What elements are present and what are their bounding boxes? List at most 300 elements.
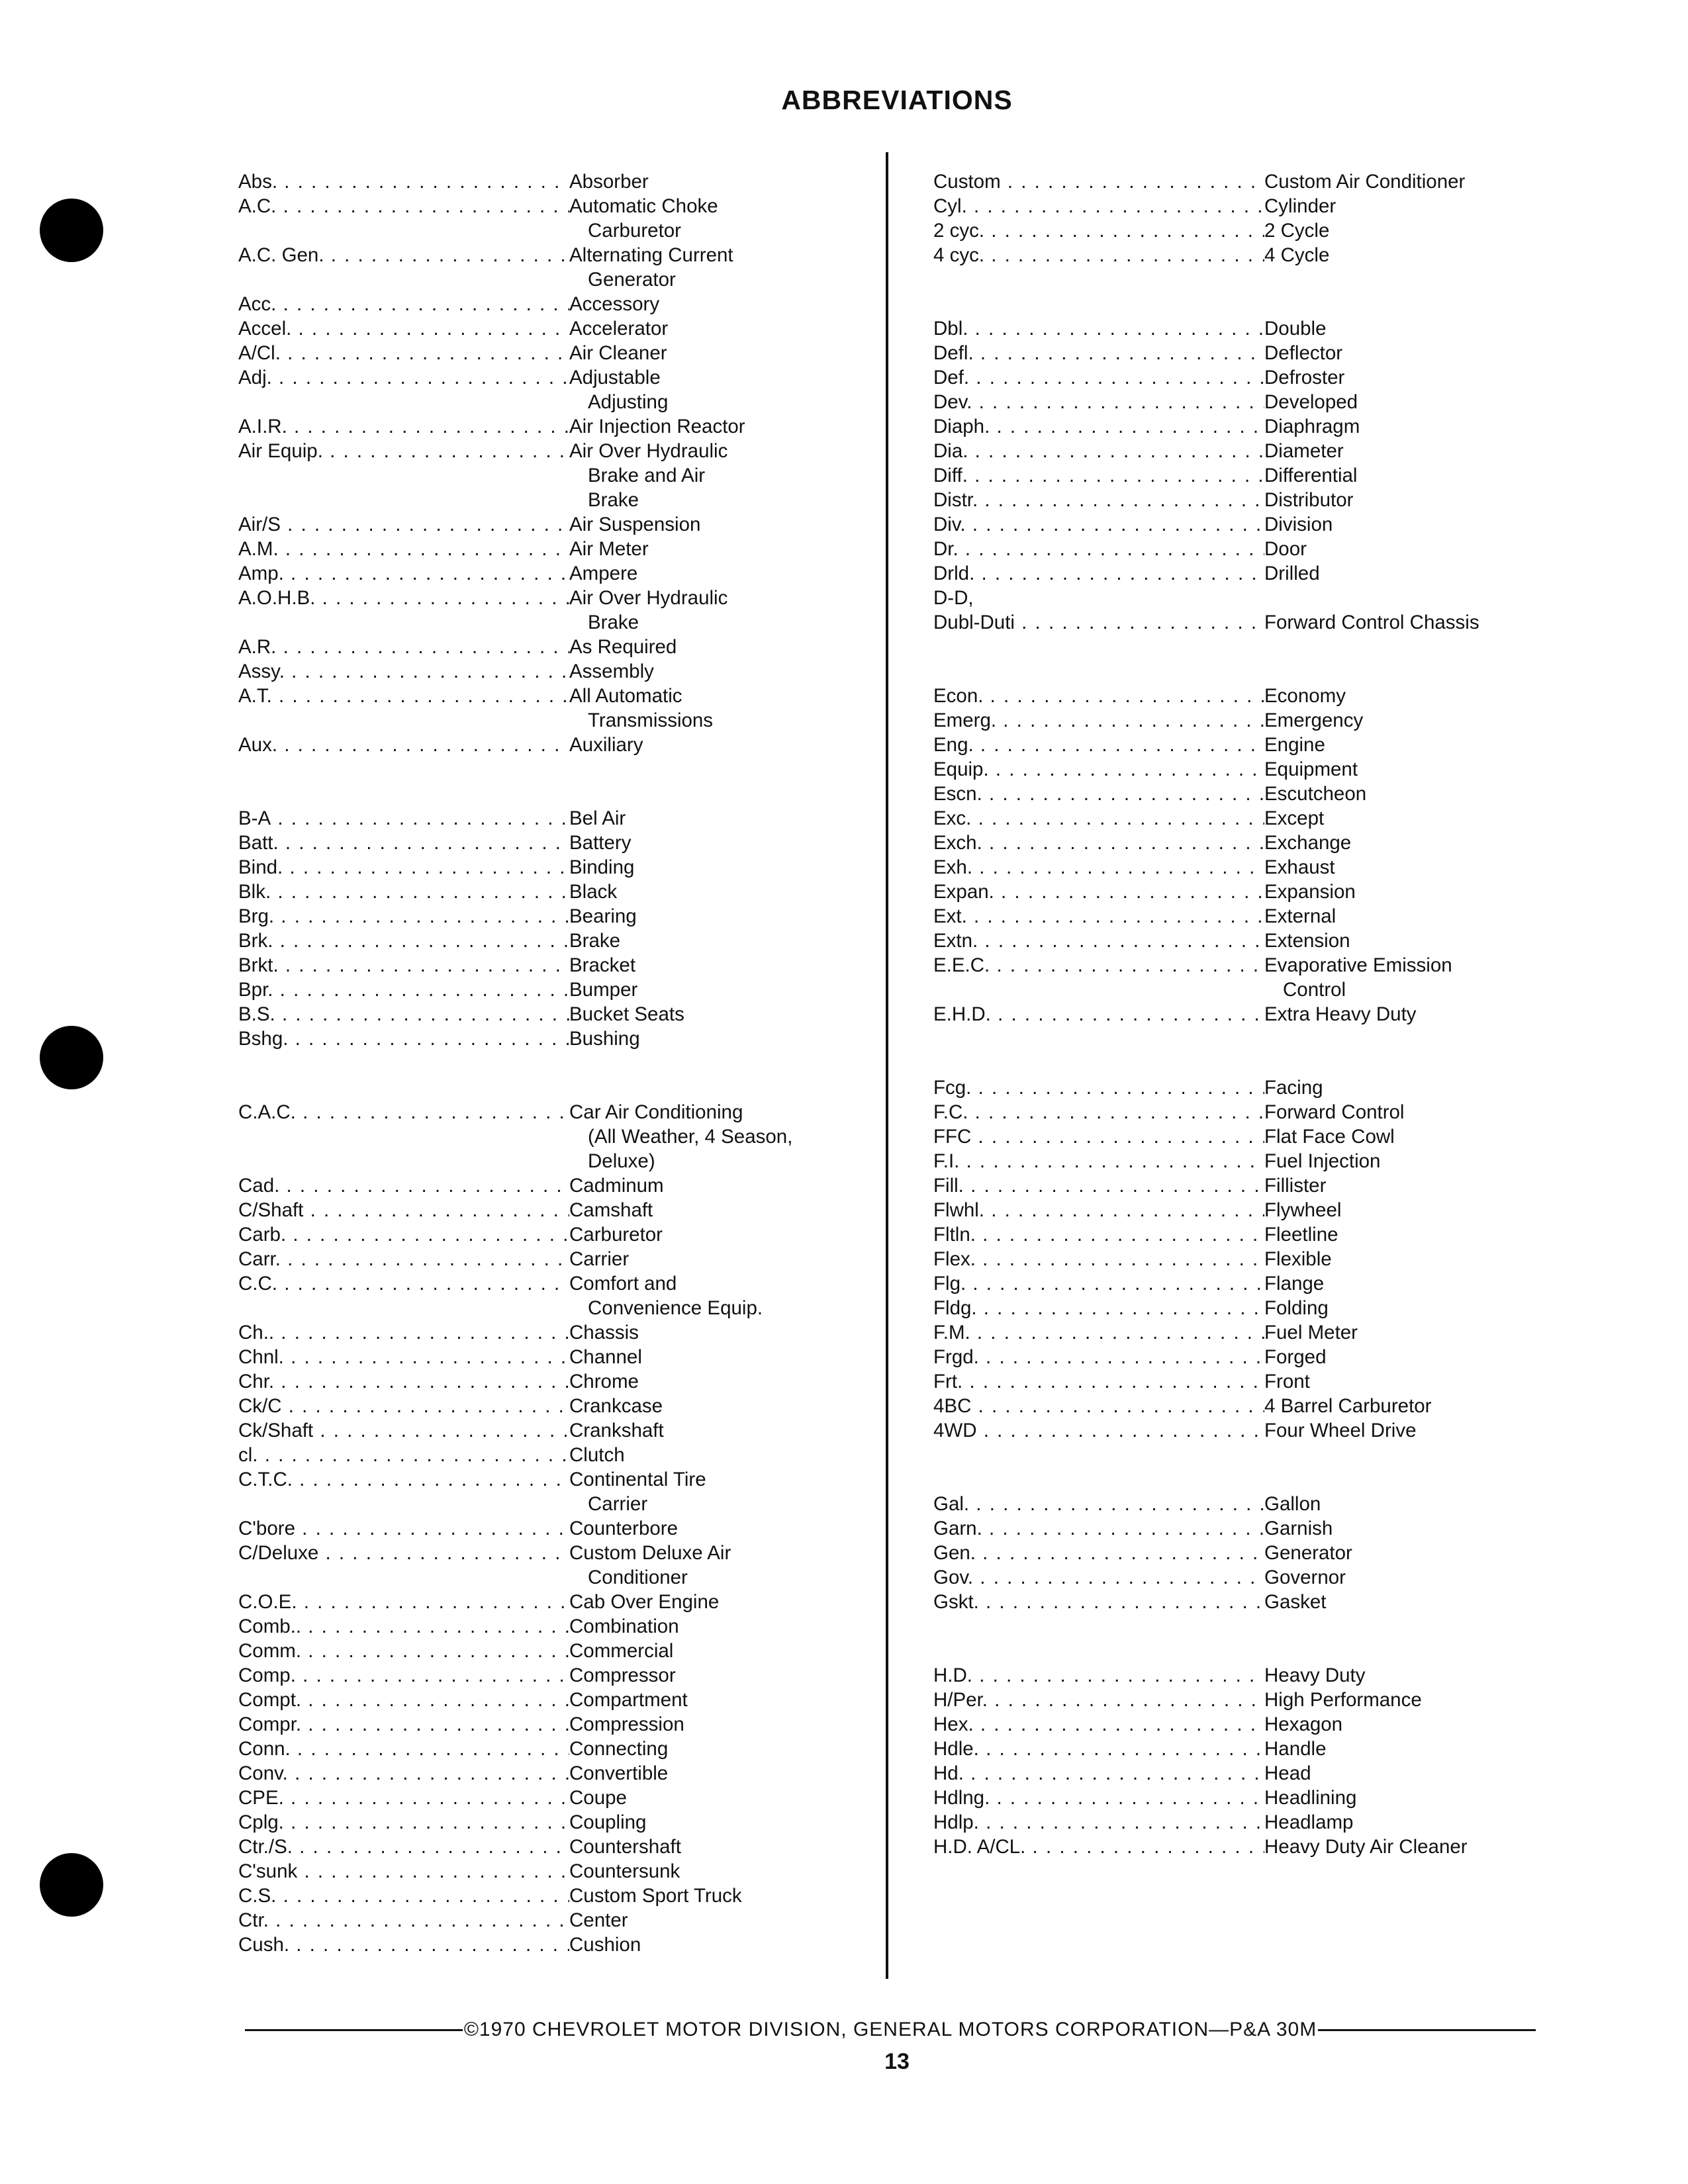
entry-line: [238, 1345, 834, 1369]
abbreviation: Aux. . . .: [238, 733, 569, 757]
definition: Defroster: [1264, 367, 1345, 388]
abbreviation-entry: [933, 414, 1529, 439]
column-divider: [886, 152, 888, 1979]
definition: Assembly: [569, 660, 654, 682]
entry-line: [238, 561, 834, 586]
abbreviation-entry: [933, 831, 1529, 855]
abbreviation-entry: [933, 1663, 1529, 1688]
definition: Deflector: [1264, 342, 1343, 364]
abbreviation-entry: [238, 1835, 834, 1859]
abbreviation-entry: [933, 1786, 1529, 1810]
abbreviation-entry: [238, 561, 834, 586]
copyright-text: ©1970 CHEVROLET MOTOR DIVISION, GENERAL MOTORS CORPORATION—P&A 30M: [463, 2019, 1317, 2040]
entry-line: [933, 708, 1529, 733]
abbreviation-entry: [238, 806, 834, 831]
group-spacer: [933, 1614, 1529, 1663]
abbreviation: Equip. . . .: [933, 757, 1264, 782]
abbreviation: A.T. . . .: [238, 684, 569, 708]
abbreviation-entry: [238, 169, 834, 194]
abbreviation: Carb. . . .: [238, 1222, 569, 1247]
abbreviation: Dbl. . . .: [933, 316, 1264, 341]
definition: Connecting: [569, 1738, 669, 1760]
abbreviation-entry: [933, 169, 1529, 194]
entry-line: [933, 610, 1529, 635]
abbreviation-entry: [238, 1222, 834, 1247]
abbreviation: C/Deluxe . . .: [238, 1541, 569, 1565]
definition: Engine: [1264, 734, 1325, 756]
abbreviation: Flwhl. . . .: [933, 1198, 1264, 1222]
definition: Forged: [1264, 1346, 1327, 1368]
entry-line: [238, 1100, 834, 1124]
abbreviation-entry: [238, 1712, 834, 1737]
entry-line: [238, 831, 834, 855]
abbreviation: Diff. . . .: [933, 463, 1264, 488]
definition: Convertible: [569, 1762, 669, 1784]
abbreviation: Flg. . . .: [933, 1271, 1264, 1296]
abbreviation: Bshg. . . .: [238, 1026, 569, 1051]
abbreviation-entry: [238, 1100, 834, 1173]
entry-line: [238, 1688, 834, 1712]
entry-line: [238, 1418, 834, 1443]
abbreviation: Ext. . . .: [933, 904, 1264, 929]
entry-line: [238, 537, 834, 561]
definition: Door: [1264, 538, 1307, 560]
definition: Brake: [569, 930, 621, 952]
definition: Bumper: [569, 979, 638, 1001]
entry-line: [933, 1835, 1529, 1859]
definition: Cab Over Engine: [569, 1591, 720, 1613]
abbreviation-entry: [238, 1247, 834, 1271]
abbreviation: C.S. . . .: [238, 1884, 569, 1908]
abbreviation-entry: [238, 439, 834, 512]
entry-line: [933, 1516, 1529, 1541]
abbreviation: H.D. A/CL. . . .: [933, 1835, 1264, 1859]
definition: Garnish: [1264, 1518, 1333, 1539]
definition: Fuel Meter: [1264, 1322, 1358, 1343]
abbreviation: F.M. . . .: [933, 1320, 1264, 1345]
entry-line: [933, 316, 1529, 341]
entry-line: [238, 1835, 834, 1859]
abbreviation: Fill. . . .: [933, 1173, 1264, 1198]
entry-line: [238, 978, 834, 1002]
entry-line: [933, 414, 1529, 439]
abbreviation-entry: [933, 341, 1529, 365]
definition: Exhaust: [1264, 856, 1335, 878]
abbreviation-entry: [238, 316, 834, 341]
entry-line: [933, 1590, 1529, 1614]
entry-line: [933, 953, 1529, 978]
entry-line: [238, 1761, 834, 1786]
abbreviation: Eng. . . .: [933, 733, 1264, 757]
definition: Front: [1264, 1371, 1310, 1392]
abbreviation-entry: [238, 292, 834, 316]
abbreviation: C.A.C. . . .: [238, 1100, 569, 1124]
abbreviation: Cplg. . . .: [238, 1810, 569, 1835]
abbreviation: F.C. . . .: [933, 1100, 1264, 1124]
abbreviation: Ctr./S. . . .: [238, 1835, 569, 1859]
definition: Air Over Hydraulic: [569, 587, 728, 609]
abbreviation-entry: [933, 1516, 1529, 1541]
definition-continuation: (All Weather, 4 Season,: [588, 1126, 793, 1148]
definition: Alternating Current: [569, 244, 733, 266]
abbreviation: Accel. . . .: [238, 316, 569, 341]
entry-line: [933, 390, 1529, 414]
definition: External: [1264, 905, 1336, 927]
entry-line: [238, 855, 834, 880]
abbreviation: Escn. . . .: [933, 782, 1264, 806]
entry-line: [933, 782, 1529, 806]
definition: Binding: [569, 856, 635, 878]
entry-line: [238, 635, 834, 659]
abbreviation-entry: [238, 1198, 834, 1222]
entry-line: [238, 659, 834, 684]
definition: Compressor: [569, 1664, 676, 1686]
entry-line: [238, 1516, 834, 1541]
definition: Countersunk: [569, 1860, 680, 1882]
definition: Evaporative Emission: [1264, 954, 1452, 976]
abbreviation: Fcg. . . .: [933, 1075, 1264, 1100]
definition: Flange: [1264, 1273, 1325, 1295]
abbreviation: Comb.. . . .: [238, 1614, 569, 1639]
definition: Accelerator: [569, 318, 669, 340]
definition: Folding: [1264, 1297, 1329, 1319]
entry-line: [933, 1271, 1529, 1296]
definition: Custom Deluxe Air: [569, 1542, 731, 1564]
entry-line: [238, 1002, 834, 1026]
definition: As Required: [569, 636, 677, 658]
entry-line: [933, 1124, 1529, 1149]
abbreviation: A.M. . . .: [238, 537, 569, 561]
definition: Hexagon: [1264, 1713, 1343, 1735]
entry-line: [238, 929, 834, 953]
footer-rule-left: [245, 2029, 463, 2031]
abbreviation-entry: [238, 1173, 834, 1198]
abbreviation-entry: [933, 1320, 1529, 1345]
abbreviation: Batt. . . .: [238, 831, 569, 855]
entry-line: [933, 1100, 1529, 1124]
abbreviation: C/Shaft . . .: [238, 1198, 569, 1222]
abbreviation-entry: [238, 855, 834, 880]
abbreviation-entry: [238, 635, 834, 659]
abbreviation: Hdlp. . . .: [933, 1810, 1264, 1835]
entry-line: [238, 1933, 834, 1957]
abbreviation: Distr. . . .: [933, 488, 1264, 512]
definition: Flat Face Cowl: [1264, 1126, 1395, 1148]
abbreviation: Chnl. . . .: [238, 1345, 569, 1369]
abbreviation-entry: [933, 1222, 1529, 1247]
abbreviation: 4BC . . .: [933, 1394, 1264, 1418]
abbreviation: C.T.C. . . .: [238, 1467, 569, 1492]
binder-hole-top: [40, 199, 103, 262]
definition: Fleetline: [1264, 1224, 1338, 1246]
abbreviation: A.O.H.B. . . .: [238, 586, 569, 610]
abbreviation: Garn. . . .: [933, 1516, 1264, 1541]
abbreviation-entry: [238, 512, 834, 537]
abbreviation-entry: [238, 880, 834, 904]
page-title: ABBREVIATIONS: [781, 85, 1013, 115]
abbreviation: Chr. . . .: [238, 1369, 569, 1394]
abbreviation: Conn. . . .: [238, 1737, 569, 1761]
abbreviation-entry: [238, 831, 834, 855]
entry-line: [238, 586, 834, 610]
abbreviation: FFC . . .: [933, 1124, 1264, 1149]
abbreviation: Exch. . . .: [933, 831, 1264, 855]
definition: Differential: [1264, 465, 1358, 486]
definition: Air Suspension: [569, 514, 701, 535]
definition: Air Injection Reactor: [569, 416, 745, 437]
abbreviation: Fltln. . . .: [933, 1222, 1264, 1247]
abbreviation-entry: [238, 1786, 834, 1810]
entry-line: [933, 1149, 1529, 1173]
entry-line: [933, 463, 1529, 488]
abbreviation: Diaph. . . .: [933, 414, 1264, 439]
abbreviation: cl. . . .: [238, 1443, 569, 1467]
definition-continuation: Conditioner: [588, 1567, 688, 1588]
definition-continuation: Convenience Equip.: [588, 1297, 763, 1319]
abbreviation: Div. . . .: [933, 512, 1264, 537]
abbreviation: 4 cyc. . . .: [933, 243, 1264, 267]
entry-line: [933, 855, 1529, 880]
abbreviation-entry: [933, 586, 1529, 610]
abbreviation-entry: [933, 390, 1529, 414]
abbreviation-entry: [933, 1394, 1529, 1418]
definition: Emergency: [1264, 709, 1364, 731]
definition-continuation: Adjusting: [588, 391, 669, 413]
entry-line: [933, 1810, 1529, 1835]
abbreviation: Gskt. . . .: [933, 1590, 1264, 1614]
group-spacer: [933, 1026, 1529, 1075]
abbreviation: Compr. . . .: [238, 1712, 569, 1737]
entry-line: [933, 684, 1529, 708]
definition: Absorber: [569, 171, 649, 193]
definition: Cushion: [569, 1934, 641, 1956]
abbreviation: Ctr. . . .: [238, 1908, 569, 1933]
definition: Governor: [1264, 1567, 1346, 1588]
abbreviation: Flex. . . .: [933, 1247, 1264, 1271]
abbreviation: Frt. . . .: [933, 1369, 1264, 1394]
abbreviation: Exh. . . .: [933, 855, 1264, 880]
definition: Headlamp: [1264, 1811, 1354, 1833]
entry-line: [933, 512, 1529, 537]
abbreviation-entry: [238, 1884, 834, 1908]
abbreviation-entry: [933, 218, 1529, 243]
entry-line: [933, 1418, 1529, 1443]
abbreviation: E.E.C. . . .: [933, 953, 1264, 978]
definition: Coupling: [569, 1811, 647, 1833]
abbreviation-entry: [238, 684, 834, 733]
abbreviation-entry: [933, 1124, 1529, 1149]
entry-line: [933, 1222, 1529, 1247]
abbreviation: Exc. . . .: [933, 806, 1264, 831]
definition: Diaphragm: [1264, 416, 1360, 437]
definition: Gasket: [1264, 1591, 1327, 1613]
entry-line: [238, 1247, 834, 1271]
abbreviation: C.C. . . .: [238, 1271, 569, 1296]
abbreviation: Frgd. . . .: [933, 1345, 1264, 1369]
group-spacer: [933, 1443, 1529, 1492]
abbreviation: CPE. . . .: [238, 1786, 569, 1810]
definition: Bearing: [569, 905, 637, 927]
entry-line: [238, 1786, 834, 1810]
abbreviation-entry: [933, 537, 1529, 561]
entry-line: [238, 169, 834, 194]
abbreviation-entry: [238, 1369, 834, 1394]
definition: Forward Control: [1264, 1101, 1405, 1123]
abbreviation: Ck/Shaft . . .: [238, 1418, 569, 1443]
definition: Bracket: [569, 954, 636, 976]
abbreviation-entry: [933, 929, 1529, 953]
group-spacer: [238, 1051, 834, 1100]
definition: Bushing: [569, 1028, 640, 1050]
abbreviation-entry: [238, 1516, 834, 1541]
abbreviation-entry: [238, 1590, 834, 1614]
definition: Crankshaft: [569, 1420, 664, 1441]
abbreviation-entry: [933, 1737, 1529, 1761]
abbreviation: H.D. . . .: [933, 1663, 1264, 1688]
abbreviation: Hdlng. . . .: [933, 1786, 1264, 1810]
abbreviation-entry: [933, 1835, 1529, 1859]
abbreviation: Drld. . . .: [933, 561, 1264, 586]
abbreviation: Abs. . . .: [238, 169, 569, 194]
entry-line: [933, 733, 1529, 757]
definition: Double: [1264, 318, 1327, 340]
abbreviation-entry: [238, 414, 834, 439]
definition: Commercial: [569, 1640, 674, 1662]
definition: Headlining: [1264, 1787, 1357, 1809]
entry-line: [238, 1859, 834, 1884]
definition: Automatic Choke: [569, 195, 718, 217]
abbreviation: Assy. . . .: [238, 659, 569, 684]
definition-continuation: Generator: [588, 269, 676, 291]
abbreviation-entry: [238, 1859, 834, 1884]
definition: Compression: [569, 1713, 684, 1735]
abbreviation: Conv. . . .: [238, 1761, 569, 1786]
definition: Diameter: [1264, 440, 1344, 462]
abbreviation: A.C. . . .: [238, 194, 569, 218]
definition: Ampere: [569, 563, 638, 584]
definition-continuation: Transmissions: [588, 709, 714, 731]
abbreviation: Cad. . . .: [238, 1173, 569, 1198]
abbreviation: Gov. . . .: [933, 1565, 1264, 1590]
abbreviation: Amp. . . .: [238, 561, 569, 586]
abbreviation-entry: [933, 463, 1529, 488]
entry-line: [238, 1369, 834, 1394]
abbreviation-entry: [238, 1002, 834, 1026]
entry-line: [238, 1198, 834, 1222]
definition: Channel: [569, 1346, 642, 1368]
abbreviation: 2 cyc. . . .: [933, 218, 1264, 243]
definition-continuation: Brake and Air: [588, 465, 706, 486]
definition: Custom Air Conditioner: [1264, 171, 1466, 193]
entry-line: [238, 1908, 834, 1933]
definition: Except: [1264, 807, 1325, 829]
entry-line: [238, 684, 834, 708]
abbreviation-entry: [933, 757, 1529, 782]
entry-line: [933, 341, 1529, 365]
definition: Combination: [569, 1615, 679, 1637]
entry-line: [238, 1712, 834, 1737]
abbreviation: F.I. . . .: [933, 1149, 1264, 1173]
abbreviation-entry: [933, 1810, 1529, 1835]
abbreviation-entry: [933, 561, 1529, 586]
definition: Car Air Conditioning: [569, 1101, 743, 1123]
abbreviation-entry: [933, 1247, 1529, 1271]
definition: Cadminum: [569, 1175, 664, 1197]
group-spacer: [933, 635, 1529, 684]
abbreviation-entry: [238, 1345, 834, 1369]
abbreviation-entry: [933, 904, 1529, 929]
abbreviation-entry: [933, 194, 1529, 218]
abbreviation-entry: [933, 1688, 1529, 1712]
definition: All Automatic: [569, 685, 682, 707]
abbreviation: Hd. . . .: [933, 1761, 1264, 1786]
abbreviation: Hdle. . . .: [933, 1737, 1264, 1761]
group-spacer: [238, 757, 834, 806]
abbreviation-entry: [933, 1002, 1529, 1026]
entry-line: [238, 1541, 834, 1565]
entry-line: [238, 341, 834, 365]
abbreviation-entry: [238, 1933, 834, 1957]
definition: Battery: [569, 832, 632, 854]
abbreviation-entry: [238, 1443, 834, 1467]
definition: Air Meter: [569, 538, 649, 560]
entry-line: [238, 512, 834, 537]
entry-line: [933, 1320, 1529, 1345]
binder-hole-bottom: [40, 1853, 103, 1917]
entry-line: [238, 365, 834, 390]
definition: Compartment: [569, 1689, 688, 1711]
entry-line: [933, 1394, 1529, 1418]
abbreviation-entry: [238, 1394, 834, 1418]
abbreviation: B.S. . . .: [238, 1002, 569, 1026]
entry-line: [933, 1786, 1529, 1810]
abbreviation-entry: [238, 1418, 834, 1443]
definition: Extension: [1264, 930, 1350, 952]
abbreviation-entry: [238, 341, 834, 365]
definition: Bel Air: [569, 807, 626, 829]
entry-line: [238, 953, 834, 978]
entry-line: [933, 561, 1529, 586]
entry-line: [933, 806, 1529, 831]
definition: Custom Sport Truck: [569, 1885, 742, 1907]
abbreviation: Carr. . . .: [238, 1247, 569, 1271]
abbreviation: Ch.. . . .: [238, 1320, 569, 1345]
definition: Flexible: [1264, 1248, 1332, 1270]
abbreviation-entry: [933, 316, 1529, 341]
abbreviation-entry: [238, 1467, 834, 1516]
abbreviation-entry: [238, 586, 834, 635]
abbreviation: B-A . . .: [238, 806, 569, 831]
abbreviation-entry: [238, 953, 834, 978]
abbreviation-entry: [238, 978, 834, 1002]
binder-hole-middle: [40, 1026, 103, 1089]
abbreviation: Dubl-Duti . . .: [933, 610, 1264, 635]
entry-line: [933, 904, 1529, 929]
definition: Coupe: [569, 1787, 627, 1809]
abbreviation-entry: [933, 1271, 1529, 1296]
definition: Fillister: [1264, 1175, 1327, 1197]
definition: Equipment: [1264, 758, 1358, 780]
abbreviation: Gal. . . .: [933, 1492, 1264, 1516]
abbreviation-entry: [238, 1688, 834, 1712]
entry-line: [933, 1688, 1529, 1712]
copyright-footer: [245, 2019, 1536, 2041]
entry-line: [933, 586, 1529, 610]
entry-line: [933, 1345, 1529, 1369]
abbreviation: Brk. . . .: [238, 929, 569, 953]
definition: Escutcheon: [1264, 783, 1367, 805]
abbreviation: Comp. . . .: [238, 1663, 569, 1688]
